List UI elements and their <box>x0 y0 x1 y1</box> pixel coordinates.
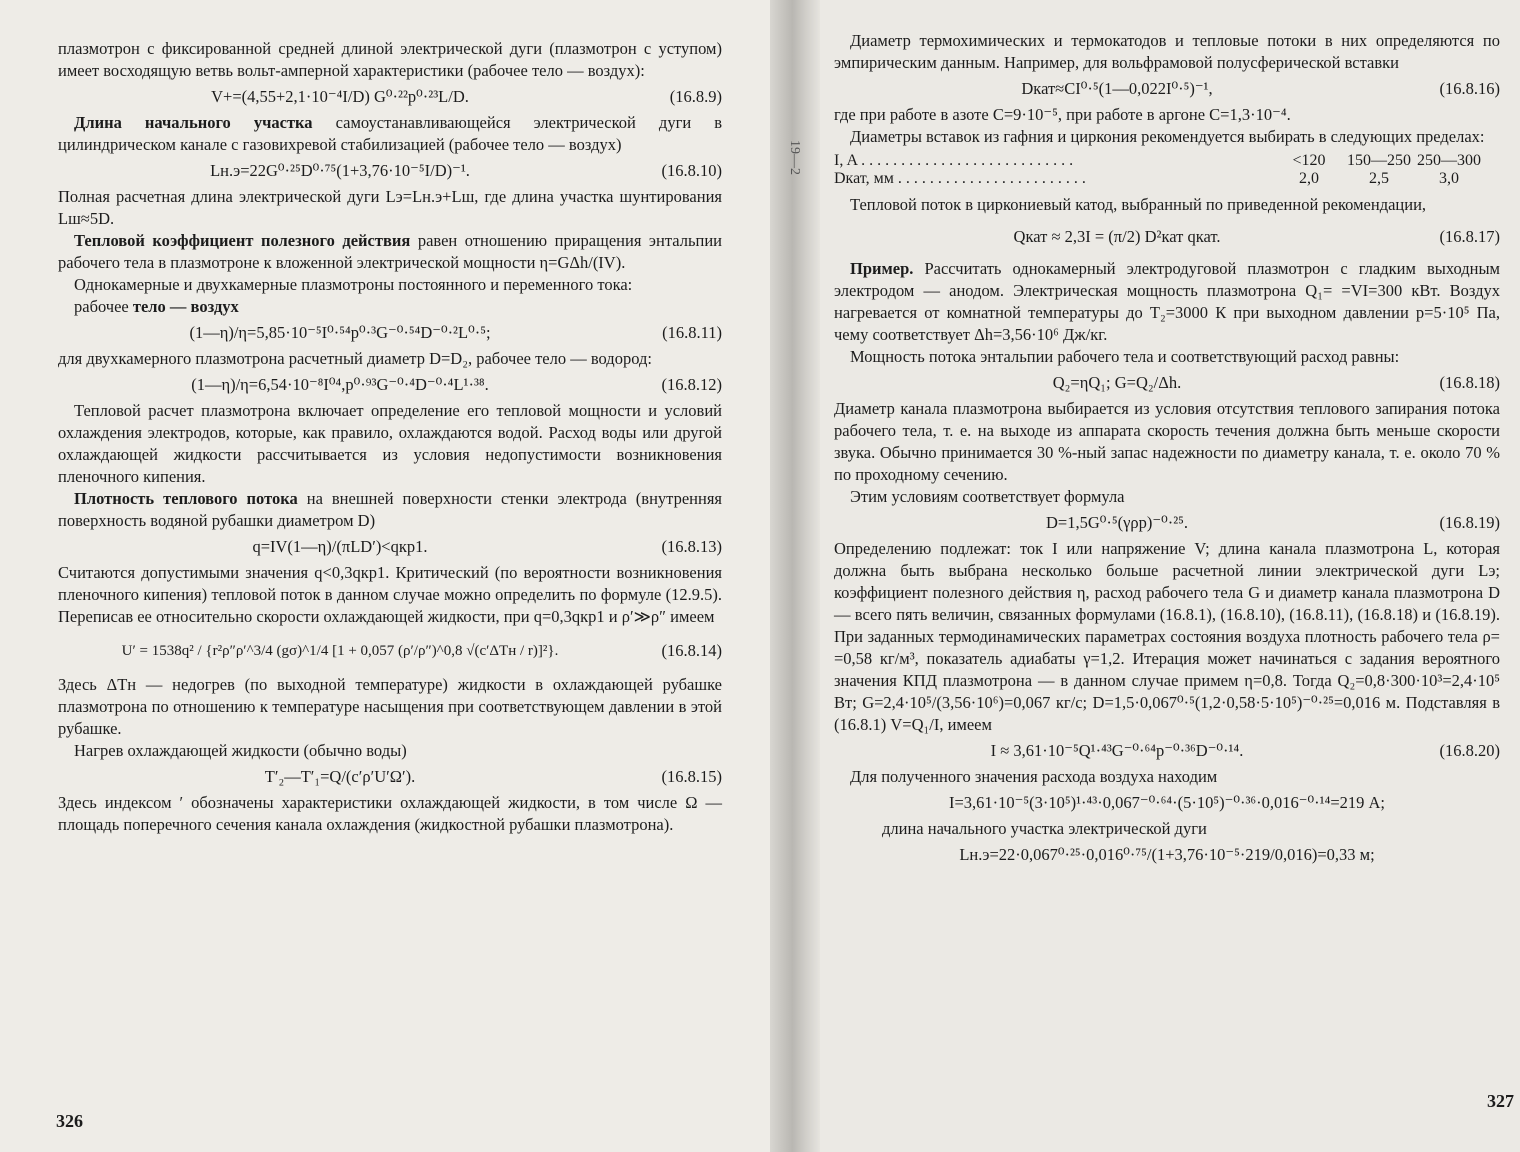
formula-number: (16.8.19) <box>1439 513 1500 532</box>
table-row <box>834 170 1500 188</box>
formula-row <box>58 160 722 182</box>
formula: Lн.э=22G⁰·²⁵D⁰·⁷⁵(1+3,76·10⁻⁵I/D)⁻¹. <box>210 161 470 180</box>
formula: I ≈ 3,61·10⁻⁵Q¹·⁴³G⁻⁰·⁶⁴p⁻⁰·³⁶D⁻⁰·¹⁴. <box>990 741 1244 760</box>
paragraph: Здесь ΔTн — недогрев (по выходной температуре) жидкости в охлаждающей рубашке плазмотрона по отношению к температуре насыщения при соответствующем давлении в этой рубашке. <box>58 675 722 738</box>
paragraph: Этим условиям соответствует формула <box>850 487 1125 506</box>
paragraph: Тепловой расчет плазмотрона включает определение его тепловой мощности и условий охлаждения электродов, которые, как правило, охлаждаются водой. Расход воды или другой охлаждающей жидкости рассчитывается из условия недопустимости возникновения пленочного кипения. <box>58 401 722 486</box>
formula: V+=(4,55+2,1·10⁻⁴I/D) G⁰·²²p⁰·²³L/D. <box>211 87 469 106</box>
formula: D=1,5G⁰·⁵(γρp)⁻⁰·²⁵. <box>1045 513 1189 532</box>
formula: Lн.э=22·0,067⁰·²⁵·0,016⁰·⁷⁵/(1+3,76·10⁻⁵·219/0,016)=0,33 м; <box>959 845 1375 864</box>
formula: U′ = 1538q² / {r²ρ″ρ′^3/4 (gσ)^1/4 [1 + 0,057 (ρ′/ρ″)^0,8 √(c′ΔTн / r)]²}. <box>121 643 559 659</box>
formula-number: (16.8.12) <box>661 375 722 394</box>
paragraph <box>58 296 722 318</box>
paragraph: длина начального участка электрической дуги <box>882 819 1207 838</box>
paragraph: Полная расчетная длина электрической дуги Lэ=Lн.э+Lш, где длина участка шунтирования Lш≈5D. <box>58 187 722 228</box>
formula-row <box>834 372 1500 394</box>
table-cell: 250—300 <box>1417 152 1481 169</box>
right-page <box>820 0 1520 1152</box>
paragraph <box>58 230 722 274</box>
formula: Qкат ≈ 2,3I = (π/2) D²кат qкат. <box>1013 227 1221 246</box>
paragraph: Для полученного значения расхода воздуха находим <box>850 767 1218 786</box>
paragraph <box>58 488 722 532</box>
paragraph: Диаметр термохимических и термокатодов и тепловые потоки в них определяются по эмпирическим данным. Например, для вольфрамовой полусферической вставки <box>834 31 1500 72</box>
formula: T′₂—T′₁=Q/(c′ρ′U′Ω′). <box>264 767 416 786</box>
formula-number: (16.8.10) <box>661 161 722 180</box>
formula-number: (16.8.9) <box>669 87 722 106</box>
formula-row <box>834 512 1500 534</box>
formula-row <box>834 792 1500 814</box>
text: равен отношению приращения энтальпии рабочего тела в плазмотроне к вложенной электрической мощности η=GΔh/(IV). <box>58 231 722 272</box>
formula-row <box>834 78 1500 100</box>
text: Рассчитать однокамерный электродуговой плазмотрон с гладким выходным электродом — анодом. Электрическая мощность плазмотрона Q₁= =VI=300 кВт. Воздух нагревается от комнатной температуры до T₂=3000 К при выходном давлении p=5·10⁵ Па, чему соответствует Δh=3,56·10⁶ Дж/кг. <box>834 259 1500 344</box>
table-row-label: I, A . . . . . . . . . . . . . . . . . . . . . . . . . . . <box>834 152 1074 169</box>
paragraph: Тепловой поток в циркониевый катод, выбранный по приведенной рекомендации, <box>850 195 1427 214</box>
formula-row <box>58 766 722 788</box>
paragraph: Мощность потока энтальпии рабочего тела и соответствующий расход равны: <box>850 347 1400 366</box>
formula-number: (16.8.17) <box>1439 227 1500 246</box>
paragraph <box>58 112 722 156</box>
paragraph: Диаметр канала плазмотрона выбирается из условия отсутствия теплового запирания потока рабочего тела, т. е. на выходе из аппарата скорость течения должна быть меньше скорости звука. Обычно принимается 30 %-ный запас надежности по диаметру канала, т. е. около 70 % по проходному сечению. <box>834 399 1500 484</box>
table-row-label: Dкат, мм . . . . . . . . . . . . . . . . . . . . . . . . <box>834 170 1086 187</box>
table-cell: 3,0 <box>1439 170 1459 187</box>
formula: q=IV(1—η)/(πLD′)<qкр1. <box>252 537 428 556</box>
text: рабочее <box>74 297 133 316</box>
formula-number: (16.8.16) <box>1439 79 1500 98</box>
range-table <box>834 152 1500 188</box>
formula-row <box>58 86 722 108</box>
paragraph: для двухкамерного плазмотрона расчетный диаметр D=D₂, рабочее тело — водород: <box>58 349 652 368</box>
term: Пример. <box>850 259 914 278</box>
paragraph: Нагрев охлаждающей жидкости (обычно воды) <box>74 741 407 760</box>
paragraph: Здесь индексом ′ обозначены характеристики охлаждающей жидкости, в том числе Ω — площадь поперечного сечения канала охлаждения (жидкостной рубашки плазмотрона). <box>58 793 722 834</box>
formula-number: (16.8.20) <box>1439 741 1500 760</box>
paragraph: Определению подлежат: ток I или напряжение V; длина канала плазмотрона L, которая должна быть выбрана несколько больше расчетной линии электрической дуги Lэ; коэффициент полезного действия η, расход рабочего тела G и диаметр канала плазмотрона D — всего пять величин, связанных формулами (16.8.1), (16.8.10), (16.8.11), (16.8.18) и (16.8.19). При заданных термодинамических параметрах состояния воздуха плотность рабочего тела ρ= =0,58 кг/м³, показатель адиабаты γ=1,2. Итерация может начинаться с задания вероятного значения КПД плазмотрона — в данном случае примем η=0,8. Тогда Q₂=0,8·300·10³=2,4·10⁵ Вт; G=2,4·10⁵/(3,56·10⁶)=0,067 кг/с; D=1,5·0,067⁰·⁵(1,2·0,58·5·10⁵)⁻⁰·²⁵=0,016 м. Подставляя в (16.8.1) V=Q₁/I, имеем <box>834 539 1500 734</box>
formula: (1—η)/η=6,54·10⁻⁸I⁰⁴,p⁰·⁹³G⁻⁰·⁴D⁻⁰·⁴L¹·³⁸. <box>191 375 489 394</box>
table-cell: 150—250 <box>1347 152 1411 169</box>
text: на внешней поверхности стенки электрода (внутренняя поверхность водяной рубашки диаметром D) <box>58 489 722 530</box>
table-cell: 2,0 <box>1299 170 1319 187</box>
formula-row <box>834 844 1500 866</box>
table-cell: 2,5 <box>1369 170 1389 187</box>
page-number: 326 <box>56 1111 83 1131</box>
formula-row <box>58 536 722 558</box>
page-number: 327 <box>1487 1091 1514 1111</box>
paragraph: где при работе в азоте C=9·10⁻⁵, при работе в аргоне C=1,3·10⁻⁴. <box>834 105 1291 124</box>
formula-number: (16.8.14) <box>661 641 722 660</box>
formula-row <box>58 322 722 344</box>
term: Плотность теплового потока <box>74 489 298 508</box>
formula-number: (16.8.11) <box>662 323 722 342</box>
formula-number: (16.8.15) <box>661 767 722 786</box>
signature-mark: 19—2 <box>787 140 802 175</box>
paragraph: Диаметры вставок из гафния и циркония рекомендуется выбирать в следующих пределах: <box>850 127 1485 146</box>
formula-row <box>58 640 722 662</box>
formula: Dкат≈CI⁰·⁵(1—0,022I⁰·⁵)⁻¹, <box>1021 79 1213 98</box>
formula-row <box>58 374 722 396</box>
formula: Q₂=ηQ₁; G=Q₂/Δh. <box>1052 373 1182 392</box>
paragraph: Считаются допустимыми значения q<0,3qкр1. Критический (по вероятности возникновения пленочного кипения) тепловой поток в данном случае можно определить по формуле (12.9.5). Переписав ее относительно скорости охлаждающей жидкости, при q=0,3qкр1 и ρ′≫ρ″ имеем <box>58 563 722 626</box>
text: самоустанавливающейся электрической дуги в цилиндрическом канале с газовихревой стабилизацией (рабочее тело — воздух) <box>58 113 722 154</box>
formula: I=3,61·10⁻⁵(3·10⁵)¹·⁴³·0,067⁻⁰·⁶⁴·(5·10⁵)⁻⁰·³⁶·0,016⁻⁰·¹⁴=219 А; <box>948 793 1386 812</box>
term: Длина начального участка <box>74 113 313 132</box>
formula: (1—η)/η=5,85·10⁻⁵I⁰·⁵⁴p⁰·³G⁻⁰·⁵⁴D⁻⁰·²L⁰·⁵; <box>189 323 491 342</box>
table-row <box>834 152 1500 170</box>
term: Тепловой коэффициент полезного действия <box>74 231 411 250</box>
paragraph <box>834 258 1500 346</box>
paragraph: Однокамерные и двухкамерные плазмотроны постоянного и переменного тока: <box>74 275 633 294</box>
formula-row <box>834 226 1500 248</box>
term: тело — воздух <box>132 297 239 316</box>
table-cell: <120 <box>1292 152 1326 169</box>
formula-row <box>834 740 1500 762</box>
formula-number: (16.8.13) <box>661 537 722 556</box>
formula-number: (16.8.18) <box>1439 373 1500 392</box>
paragraph: плазмотрон с фиксированной средней длиной электрической дуги (плазмотрон с уступом) имеет восходящую ветвь вольт-амперной характеристики (рабочее тело — воздух): <box>58 39 722 80</box>
